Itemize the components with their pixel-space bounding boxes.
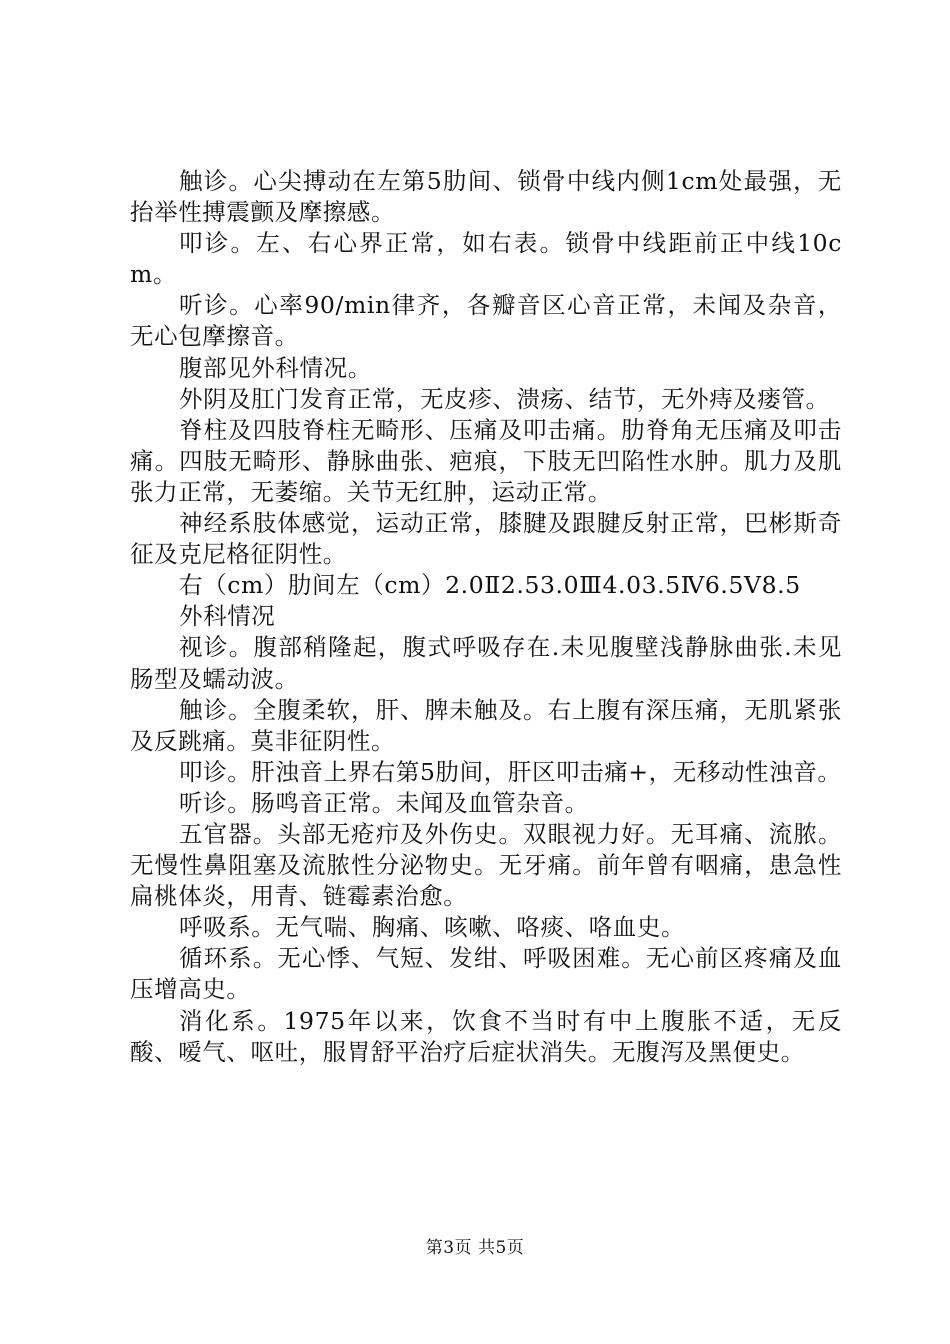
paragraph-circulatory-history: 循环系。无心悸、气短、发绀、呼吸困难。无心前区疼痛及血压增高史。 xyxy=(130,944,842,1004)
paragraph-abdomen-auscultation: 听诊。肠鸣音正常。未闻及血管杂音。 xyxy=(179,788,589,817)
paragraph-cardiac-auscultation: 听诊。心率90/min律齐，各瓣音区心音正常，未闻及杂音，无心包摩擦音。 xyxy=(130,291,842,351)
paragraph-abdomen-inspection: 视诊。腹部稍隆起，腹式呼吸存在.未见腹壁浅静脉曲张.未见肠型及蠕动波。 xyxy=(130,633,842,693)
paragraph-abdomen-note: 腹部见外科情况。 xyxy=(179,353,372,382)
paragraph-cardiac-palpation: 触诊。心尖搏动在左第5肋间、锁骨中线内侧1cm处最强，无抬举性搏震颤及摩擦感。 xyxy=(130,167,842,227)
paragraph-digestive-history: 消化系。1975年以来，饮食不当时有中上腹胀不适，无反酸、嗳气、呕吐，服胃舒平治疗后症状消失。无腹泻及黑便史。 xyxy=(130,1006,842,1066)
paragraph-abdomen-percussion: 叩诊。肝浊音上界右第5肋间，肝区叩击痛+，无移动性浊音。 xyxy=(179,757,842,786)
paragraph-cardiac-percussion: 叩诊。左、右心界正常，如右表。锁骨中线距前正中线10cm。 xyxy=(130,229,842,289)
paragraph-surgical-heading: 外科情况 xyxy=(179,602,276,631)
paragraph-nervous-system: 神经系肢体感觉，运动正常，膝腱及跟腱反射正常，巴彬斯奇征及克尼格征阴性。 xyxy=(130,509,842,569)
paragraph-ent-history: 五官器。头部无疮疖及外伤史。双眼视力好。无耳痛、流脓。无慢性鼻阻塞及流脓性分泌物史。无牙痛。前年曾有咽痛，患急性扁桃体炎，用青、链霉素治愈。 xyxy=(130,819,842,911)
document-body xyxy=(130,166,842,1068)
paragraph-heart-border-table: 右（cm）肋间左（cm）2.0Ⅱ2.53.0Ⅲ4.03.5Ⅳ6.5Ⅴ8.5 xyxy=(179,571,801,600)
paragraph-genitalia-anus: 外阴及肛门发育正常，无皮疹、溃疡、结节，无外痔及瘘管。 xyxy=(179,384,830,413)
paragraph-respiratory-history: 呼吸系。无气喘、胸痛、咳嗽、咯痰、咯血史。 xyxy=(179,913,686,942)
page-number-footer: 第3页 共5页 xyxy=(425,1238,525,1258)
paragraph-spine-limbs: 脊柱及四肢脊柱无畸形、压痛及叩击痛。肋脊角无压痛及叩击痛。四肢无畸形、静脉曲张、疤痕，下肢无凹陷性水肿。肌力及肌张力正常，无萎缩。关节无红肿，运动正常。 xyxy=(130,415,842,506)
paragraph-abdomen-palpation: 触诊。全腹柔软，肝、脾未触及。右上腹有深压痛，无肌紧张及反跳痛。莫非征阴性。 xyxy=(130,695,842,755)
